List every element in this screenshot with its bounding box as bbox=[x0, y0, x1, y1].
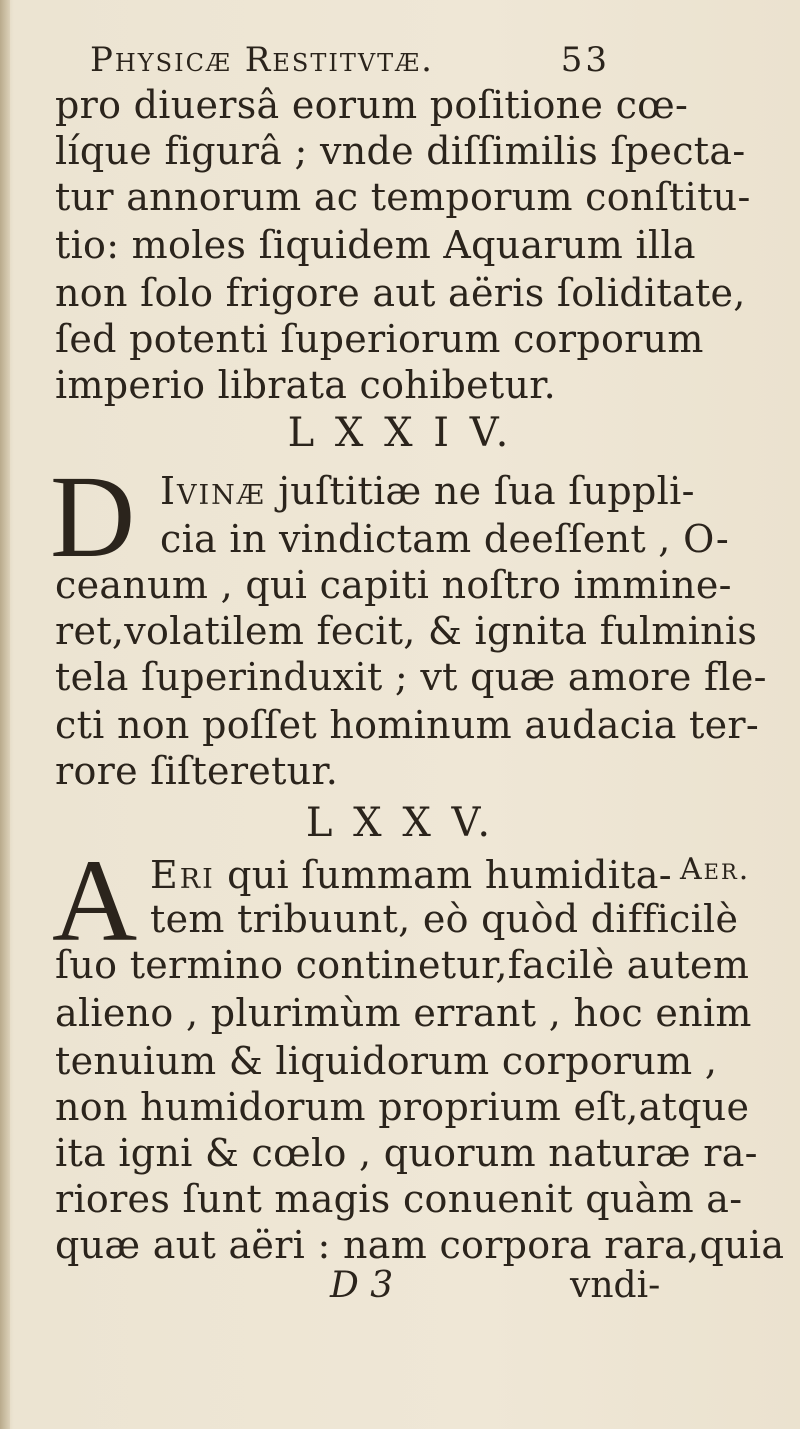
page-number: 53 bbox=[560, 40, 610, 80]
text-line: líque figurâ ; vnde diſſimilis ſpecta- bbox=[55, 129, 746, 173]
text-line: quæ aut aëri : nam corpora rara,quia bbox=[55, 1223, 785, 1267]
running-header bbox=[90, 40, 610, 80]
page-edge bbox=[0, 0, 10, 1429]
text-line: riores ſunt magis conuenit quàm a- bbox=[55, 1177, 743, 1221]
text-line: ſuo termino continetur,facilè autem bbox=[55, 943, 750, 987]
section-heading-lxxv: L X X V. bbox=[305, 800, 495, 846]
text-line: ſed potenti ſuperiorum corporum bbox=[55, 317, 704, 361]
running-head: Physicæ Restitvtæ. bbox=[90, 40, 434, 80]
drop-cap-d: D bbox=[50, 451, 136, 582]
drop-cap-a: A bbox=[52, 835, 138, 966]
text-line: ita igni & cœlo , quorum naturæ ra- bbox=[55, 1131, 758, 1175]
margin-note: Aer. bbox=[680, 852, 751, 887]
text-line: cia in vindictam deeſſent , O- bbox=[160, 517, 730, 561]
text-line: ret,volatilem fecit, & ignita fulminis bbox=[55, 609, 758, 653]
signature-mark: D 3 bbox=[330, 1265, 394, 1306]
text-line: tio: moles ſiquidem Aquarum illa bbox=[55, 223, 696, 267]
text-line: tem tribuunt, eò quòd difficilè bbox=[150, 897, 739, 941]
line-rest: juſtitiæ ne ſua ſuppli- bbox=[278, 469, 695, 513]
text-line bbox=[160, 468, 695, 514]
text-line: pro diuersâ eorum poſitione cœ- bbox=[55, 83, 689, 127]
section-heading-lxxiv: L X X I V. bbox=[287, 410, 513, 456]
text-line bbox=[150, 852, 672, 898]
text-line: cti non poſſet hominum audacia ter- bbox=[55, 703, 759, 747]
text-line: non ſolo frigore aut aëris ſoliditate, bbox=[55, 271, 746, 315]
text-line: imperio librata cohibetur. bbox=[55, 363, 556, 407]
text-line: tela ſuperinduxit ; vt quæ amore fle- bbox=[55, 655, 767, 699]
line-rest: qui ſummam humidita- bbox=[227, 853, 672, 897]
first-word: Ivinæ bbox=[160, 469, 266, 513]
text-line: tur annorum ac temporum conſtitu- bbox=[55, 175, 751, 219]
text-line: tenuium & liquidorum corporum , bbox=[55, 1039, 718, 1083]
catchword: vndi- bbox=[570, 1265, 661, 1306]
text-line: rore ſiſteretur. bbox=[55, 749, 339, 793]
text-line: alieno , plurimùm errant , hoc enim bbox=[55, 991, 752, 1035]
text-line: non humidorum proprium eſt,atque bbox=[55, 1085, 750, 1129]
text-line: ceanum , qui capiti noſtro immine- bbox=[55, 563, 732, 607]
first-word: Eri bbox=[150, 853, 215, 897]
